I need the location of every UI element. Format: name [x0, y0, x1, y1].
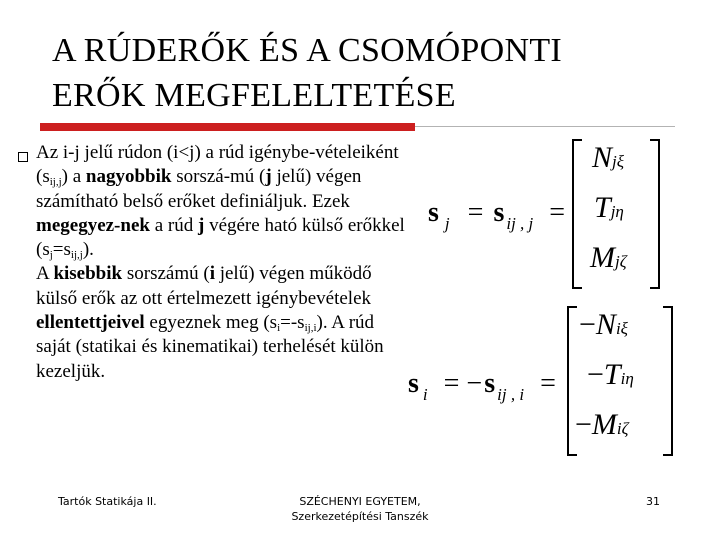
matrix-i: [567, 306, 673, 456]
matrix-j-row-1: Njξ: [592, 141, 625, 174]
title-line-1: A RÚDERŐK ÉS A CSOMÓPONTI: [52, 32, 563, 69]
footer-institution: [260, 494, 460, 524]
matrix-j-row-2: Tjη: [594, 191, 624, 224]
page-number: 31: [646, 495, 660, 508]
paragraph-2: A kisebbik sorszámú (i jelű) végen működő külső erők az ott értelmezett igénybevételek ellentettjeivel egyeznek meg $(s_i=-s_{ij,i})$. A rúd saját (statikai és kinematikai) terhelését külön kezeljük.: [36, 263, 384, 382]
footer-institution-line-1: SZÉCHENYI EGYETEM,: [299, 495, 421, 508]
matrix-i-row-3: −Miζ: [575, 408, 629, 441]
matrix-i-row-1: −Niξ: [579, 308, 628, 341]
matrix-i-row-2: −Tiη: [587, 358, 634, 391]
paragraph-1: Az i-j jelű rúdon (i<j) a rúd igénybe-vételeiként $(s_{ij,j})$ a nagyobbik sorszá-mú (j jelű) végen számítható belső erőket definiáljuk. Ezek megegyez-nek a rúd j végére ható külső erőkkel $(s_j=s_{ij,j})$.: [36, 142, 405, 262]
formula-j-lhs: sj = s ij , j =: [428, 197, 566, 233]
formula-i-lhs: si = −s ij , i =: [408, 368, 556, 404]
title-line-2: ERŐK MEGFELELTETÉSE: [52, 77, 456, 114]
matrix-j-row-3: Mjζ: [590, 241, 627, 274]
footer-course: Tartók Statikája II.: [58, 495, 157, 508]
footer-institution-line-2: Szerkezetépítési Tanszék: [291, 510, 429, 523]
